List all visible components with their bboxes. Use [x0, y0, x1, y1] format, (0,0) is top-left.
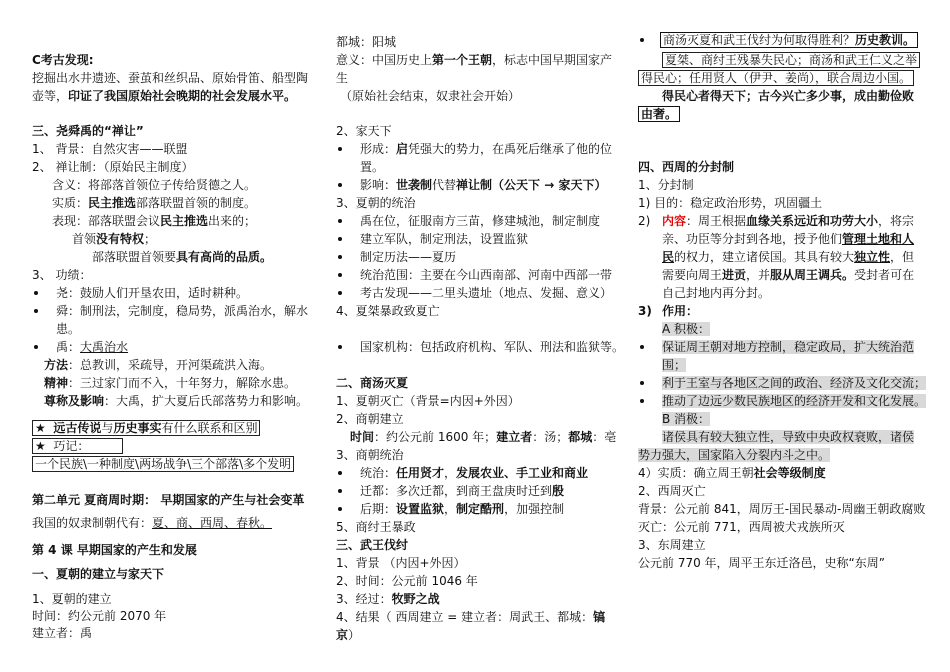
jiji-item-2: 利于王室与各地区之间的政治、经济及文化交流；	[662, 376, 927, 390]
question-line: ★ 远古传说与历史事实有什么联系和区别	[32, 419, 260, 437]
lesson-4-title: 第 4 课 早期国家的产生和发展	[32, 543, 197, 557]
collapse-line: 4、夏桀暴政致夏亡	[336, 304, 440, 318]
rule-item-5: 考古发现——二里头遗址（地点、发掘、意义）	[360, 286, 613, 300]
answer-line-2: 得民心；任用贤人（伊尹、姜尚），联合周边小国。	[638, 69, 914, 87]
neirong-line-5: 自己封地内再分封。	[662, 286, 771, 300]
xia-time-line: 时间：约公元前 2070 年	[32, 609, 167, 623]
rule-item-2: 建立军队，制定刑法，设置监狱	[360, 232, 529, 246]
bullet-icon	[338, 273, 342, 277]
meaning-line-3: （原始社会结束，奴隶社会开始）	[340, 89, 521, 103]
yu-line: 禹：大禹治水	[56, 340, 129, 354]
neirong-line-3: 民的权力，建立诸侯国。其具有较大独立性，但	[662, 250, 915, 264]
xia-founding-line: 1、夏朝的建立	[32, 592, 112, 606]
hanyi-line: 含义：将部落首领位子传给贤德之人。	[52, 178, 257, 192]
yingxiang-line: 影响：世袭制代替禅让制（公天下 → 家天下）	[360, 178, 607, 192]
qiandu-line: 迁都：多次迁都，到商王盘庚时迁到殷	[360, 484, 565, 498]
neirong-line-4: 需要向周王进贡，并服从周王调兵。受封者可在	[662, 268, 915, 282]
bullet-icon	[34, 345, 38, 349]
shouling-line: 首领没有特权；	[72, 232, 157, 246]
bullet-icon	[34, 291, 38, 295]
bullet-icon	[338, 471, 342, 475]
kaogu-line-1: 挖掘出水井遗迹、蚕茧和丝织品、原始骨笛、船型陶	[32, 71, 309, 85]
answer-line-1: 夏桀、商纣王残暴失民心；商汤和武王仁义之举	[662, 51, 920, 69]
shang-line-2: 2、商朝建立	[336, 412, 404, 426]
xiaoji-label: B 消极：	[662, 412, 711, 426]
jiji-item-1: 保证周王朝对地方控制，稳定政局，扩大统治范	[662, 340, 915, 354]
shouling-line-2: 部落联盟首领要具有高尚的品质。	[92, 250, 273, 264]
section-2-heading: 二、商汤灭夏	[336, 376, 409, 390]
jigou-line: 国家机构：包括政府机构、军队、刑法和监狱等。	[360, 340, 625, 354]
xiaoji-line-2: 势力强大，国家陷入分裂内斗之中。	[638, 448, 831, 462]
fenfeng-line: 1、分封制	[638, 178, 694, 192]
xia-founder-line: 建立者：禹	[32, 626, 93, 640]
jiatianxia-heading: 2、家天下	[336, 124, 392, 138]
jingshen-line: 精神：三过家门而不入，十年努力，解除水患。	[44, 376, 297, 390]
bullet-icon	[338, 219, 342, 223]
section-4-heading: 四、西周的分封制	[638, 160, 735, 174]
jiji-label: A 积极：	[662, 322, 711, 336]
fangfa-line: 方法：总教训，采疏导，开河渠疏洪入海。	[44, 358, 273, 372]
bullet-icon	[640, 399, 644, 403]
rule-item-4: 统治范围：主要在今山西南部、河南中西部一带	[360, 268, 613, 282]
gongji-line: 3、 功绩：	[32, 268, 92, 282]
wu-line-2: 2、时间：公元前 1046 年	[336, 574, 478, 588]
wu-line-4: 4、结果（ 西周建立 = 建立者：周武王、都城：镐	[336, 610, 606, 624]
bullet-icon	[338, 489, 342, 493]
xia-rule-heading: 3、夏朝的统治	[336, 196, 416, 210]
shang-line-5: 5、商纣王暴政	[336, 520, 416, 534]
wu-line-4b: 京）	[336, 628, 361, 642]
bullet-icon	[338, 291, 342, 295]
bullet-icon	[338, 255, 342, 259]
wu-line-1: 1、背景 （内因+外因）	[336, 556, 466, 570]
kaogu-line-2: 壶等，印证了我国原始社会晚期的社会发展水平。	[32, 89, 297, 103]
question-line: 商汤灭夏和武王伐纣为何取得胜利？历史教训。	[660, 31, 918, 49]
rule-item-1: 禹在位，征服南方三苗，修建城池，制定制度	[360, 214, 601, 228]
section-3-heading: 三、尧舜禹的“禅让”	[32, 124, 144, 138]
xiaoji-line-1: 诸侯具有较大独立性，导致中央政权衰败，诸侯	[662, 430, 915, 444]
lesson-line-2: 由奢。	[638, 105, 680, 123]
wu-line-3: 3、经过：牧野之战	[336, 592, 440, 606]
shizhi-line: 实质：民主推选部落联盟首领的制度。	[52, 196, 257, 210]
kaogu-heading: C考古发现:	[32, 53, 94, 67]
mudi-line: 1) 目的：稳定政治形势，巩固疆土	[638, 196, 823, 210]
dongzhou-line: 公元前 770 年，周平王东迁洛邑，史称“东周”	[638, 556, 885, 570]
shang-details-line: 时间：约公元前 1600 年；建立者：汤；都城：亳	[350, 430, 617, 444]
bullet-icon	[640, 38, 644, 42]
nuli-line: 我国的奴隶制朝代有：夏、商、西周、春秋。	[32, 516, 273, 530]
bullet-icon	[34, 309, 38, 313]
shang-line-1: 1、夏朝灭亡（背景=内因+外因）	[336, 394, 520, 408]
dongzhou-heading: 3、东周建立	[638, 538, 706, 552]
unit-2-title: 第二单元 夏商周时期： 早期国家的产生与社会变革	[32, 493, 305, 507]
bullet-icon	[338, 183, 342, 187]
yao-line: 尧：鼓励人们开垦农田，适时耕种。	[56, 286, 249, 300]
mnemonic-line: 一个民族\一种制度\两场战争\三个部落\多个发明	[32, 455, 294, 473]
xingcheng-line: 形成：启凭强大的势力，在禹死后继承了他的位	[360, 142, 613, 156]
xingcheng-line-2: 置。	[360, 160, 385, 174]
xizhou-fall-heading: 2、西周灭亡	[638, 484, 706, 498]
biaoxian-line: 表现：部落联盟会议民主推选出来的；	[52, 214, 257, 228]
qiaoji-line: ★ 巧记：	[32, 437, 123, 455]
shang-line-3: 3、商朝统治	[336, 448, 404, 462]
meaning-line-2: 生	[336, 71, 349, 85]
shizhi-line: 4）实质：确立周王朝社会等级制度	[638, 466, 826, 480]
rule-item-3: 制定历法——夏历	[360, 250, 457, 264]
jiji-item-1b: 围；	[662, 358, 687, 372]
miewang-line: 灭亡：公元前 771，西周被犬戎族所灭	[638, 520, 845, 534]
tongzhi-line: 统治：任用贤才，发展农业、手工业和商业	[360, 466, 589, 480]
bullet-icon	[338, 507, 342, 511]
bullet-icon	[338, 237, 342, 241]
neirong-num: 2)	[638, 214, 651, 228]
houqi-line: 后期：设置监狱，制定酷刑，加强控制	[360, 502, 565, 516]
zuoyong-num: 3)	[638, 304, 652, 318]
lesson-line: 得民心者得天下；古今兴亡多少事，成由勤俭败	[662, 89, 915, 103]
jiji-item-3: 推动了边远少数民族地区的经济开发和文化发展。	[662, 394, 927, 408]
star-icon: ★	[35, 439, 46, 453]
star-icon: ★	[35, 421, 46, 435]
meaning-line: 意义：中国历史上第一个王朝，标志中国早期国家产	[336, 53, 613, 67]
background-line: 背景：公元前 841，周厉王-国民暴动-周幽王朝政腐败	[638, 502, 926, 516]
neirong-line: 内容：周王根据血缘关系远近和功劳大小，将宗	[662, 214, 915, 228]
bullet-icon	[338, 345, 342, 349]
bullet-icon	[640, 345, 644, 349]
background-line: 1、 背景：自然灾害——联盟	[32, 142, 188, 156]
shun-line: 舜：制刑法，完制度，稳局势，派禹治水，解水	[56, 304, 309, 318]
section-3b-heading: 三、武王伐纣	[336, 538, 409, 552]
bullet-icon	[338, 147, 342, 151]
zuoyong-label: 作用：	[662, 304, 699, 318]
section-1-heading: 一、夏朝的建立与家天下	[32, 567, 165, 581]
zunchen-line: 尊称及影响：大禹，扩大夏后氏部落势力和影响。	[44, 394, 309, 408]
shun-line-2: 患。	[56, 322, 81, 336]
neirong-line-2: 亲、功臣等分封到各地，授予他们管理土地和人	[662, 232, 915, 246]
shanrang-line: 2、 禅让制：（原始民主制度）	[32, 160, 194, 174]
capital-line: 都城：阳城	[336, 35, 397, 49]
bullet-icon	[640, 381, 644, 385]
